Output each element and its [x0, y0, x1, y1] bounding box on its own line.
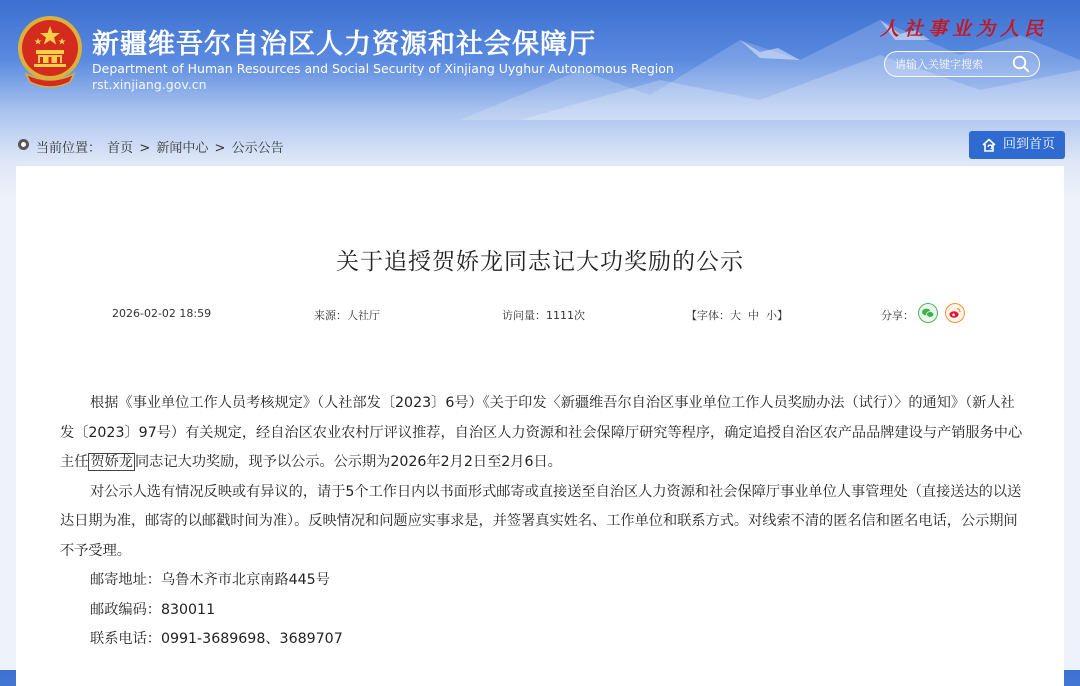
- breadcrumb-home[interactable]: 首页: [107, 141, 134, 156]
- share-label: 分享：: [881, 309, 914, 322]
- paragraph-1-text: 根据《事业单位工作人员考核规定》（人社部发〔2023〕6号）《关于印发〈新疆维吾尔自治区事业单位工作人员奖励办法（试行）〉的通知》（新人社发〔2023〕97号）有关规定，经自治区农业农村厅评议推荐，自治区人力资源和社会保障厅研究等程序，确定追授自治区农产品品牌建设与产销服务中心主任: [60, 395, 1023, 470]
- back-to-home-button[interactable]: [969, 131, 1065, 159]
- back-to-home-label: 回到首页: [1003, 137, 1056, 152]
- article-panel: [16, 166, 1064, 686]
- wechat-icon[interactable]: [918, 303, 938, 323]
- mailing-address: 邮寄地址：乌鲁木齐市北京南路445号: [90, 572, 330, 588]
- breadcrumb-separator: >: [214, 141, 226, 156]
- breadcrumb: [0, 128, 1080, 162]
- font-size-controls: [686, 307, 788, 323]
- breadcrumb-label: 当前位置：: [36, 141, 102, 156]
- contact-phone: 联系电话：0991-3689698、3689707: [90, 631, 343, 647]
- font-size-large[interactable]: 大: [730, 309, 741, 322]
- font-size-label: 【字体：: [686, 309, 730, 322]
- font-size-bracket-end: 】: [777, 309, 788, 322]
- slogan: 人社事业为人民: [880, 18, 1049, 40]
- honoree-name: 贺娇龙: [90, 454, 133, 470]
- national-emblem-icon: [16, 14, 84, 92]
- paragraph-2: 对公示人选有情况反映或有异议的，请于5个工作日内以书面形式邮寄或直接送至自治区人力资源和社会保障厅事业单位人事管理处（直接送达的以送达日期为准，邮寄的以邮戳时间为准）。反映情况和问题应实事求是，并签署真实姓名、工作单位和联系方式。对线索不清的匿名信和匿名电话，公示期间不予受理。: [60, 483, 1022, 559]
- site-subtitle-english: Department of Human Resources and Social Security of Xinjiang Uyghur Autonomous Region: [92, 61, 674, 76]
- breadcrumb-news-center[interactable]: 新闻中心: [156, 141, 209, 156]
- font-size-small[interactable]: 小: [766, 309, 777, 322]
- paragraph-1-text-end: 同志记大功奖励，现予以公示。公示期为2026年2月2日至2月6日。: [134, 454, 562, 470]
- location-dot-icon: [18, 139, 29, 150]
- font-size-medium[interactable]: 中: [748, 309, 759, 322]
- breadcrumb-separator: >: [139, 141, 151, 156]
- article-body: [60, 389, 1026, 655]
- article-title: 关于追授贺娇龙同志记大功奖励的公示: [336, 249, 744, 275]
- paragraph-1: [60, 389, 1026, 478]
- postal-code: 邮政编码：830011: [90, 601, 216, 618]
- search-input[interactable]: [895, 55, 1005, 73]
- site-url: rst.xinjiang.gov.cn: [92, 77, 207, 92]
- weibo-icon[interactable]: [945, 303, 965, 323]
- site-title: 新疆维吾尔自治区人力资源和社会保障厅: [92, 29, 596, 60]
- search-box: [884, 51, 1040, 77]
- home-return-icon: [981, 137, 997, 153]
- search-icon[interactable]: [1012, 55, 1030, 73]
- breadcrumb-announcements[interactable]: 公示公告: [231, 141, 284, 156]
- publish-date: 2026-02-02 18:59: [112, 307, 212, 320]
- view-count: 访问量：1111次: [502, 309, 585, 322]
- article-source: 来源：人社厅: [314, 309, 380, 322]
- site-header: [0, 0, 1080, 120]
